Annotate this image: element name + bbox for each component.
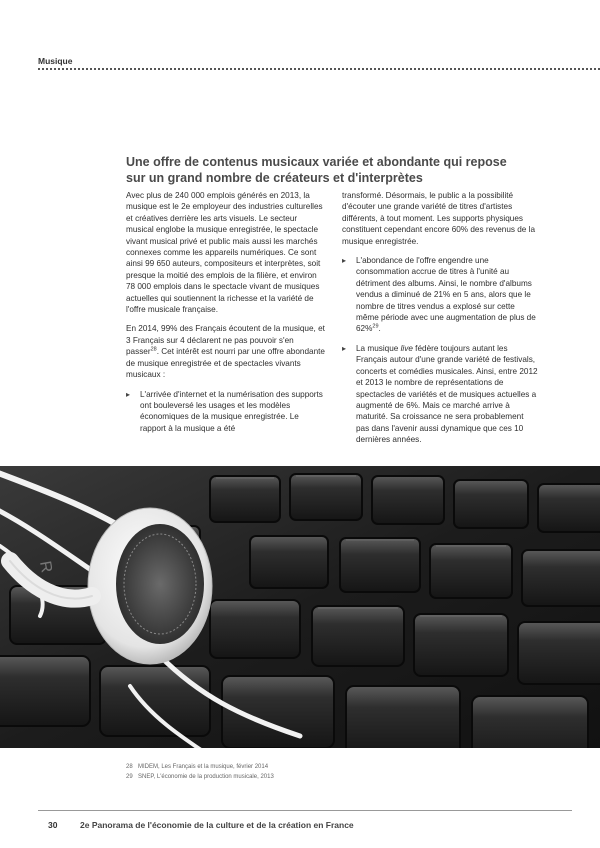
footnote-text: MIDEM, Les Français et la musique, février 2014 <box>138 764 269 770</box>
footnote-29 <box>126 772 274 782</box>
footnote-number: 28 <box>126 764 133 770</box>
paragraph-listening-text-end: . Cet intérêt est nourri par une offre abondante de musique enregistrée et de spectacles vivants musicaux : <box>126 347 325 380</box>
footnote-text: SNEP, L'économie de la production musicale, 2013 <box>138 774 274 780</box>
footnote-number: 29 <box>126 774 133 780</box>
bullet-abundance <box>342 255 538 335</box>
earbud-letter: R <box>36 559 55 575</box>
right-column <box>342 190 538 454</box>
footer-rule <box>38 810 572 811</box>
paragraph-employment: Avec plus de 240 000 emplois générés en 2013, la musique est le 2e employeur des industries culturelles et créatives derrière les arts visuels. Le secteur musical englobe la musique enregistrée, le spectacle vivant musical privé et public mais aussi les marchés connexes comme les appareils numériques. Ce sont ainsi 99 650 auteurs, compositeurs et interprètes, soit presque la moitié des emplois de la filière, et environ 78 000 emplois dans le spectacle vivant de musiques actuelles qui soutiennent la richesse et la variété de l'offre musicale française. <box>126 191 323 315</box>
paragraph-listening <box>126 323 326 380</box>
paragraph-continued: transformé. Désormais, le public a la possibilité d'écouter une grande variété de titres d'artistes différents, à tout moment. Les supports physiques constituent cependant encore 60% des revenus de la musique enregistrée. <box>342 191 535 246</box>
footnote-28 <box>126 762 274 772</box>
page-number: 30 <box>48 820 58 830</box>
publication-title: 2e Panorama de l'économie de la culture et de la création en France <box>80 820 354 830</box>
bullet-live-text: fédère toujours autant les Français autour d'une grande variété de festivals, concerts et comédies musicales. Ainsi, entre 2012 et 2013 le nombre de représentations de spectacles de variétés et de musiques actuelles a augmenté de 6%. Mais ce marché arrive à maturité. Sa croissance ne sera probablement pas dans l'avenir aussi dynamique que ces 10 dernières années. <box>356 343 538 445</box>
photo-earbuds-keyboard <box>0 466 600 748</box>
article-title: Une offre de contenus musicaux variée et abondante qui repose sur un grand nombre de créateurs et d'interprètes <box>126 155 507 185</box>
footnotes <box>126 762 274 782</box>
bullet-internet: ▸ L'arrivée d'internet et la numérisation des supports ont bouleversé les usages et les modèles économiques de la musique enregistrée. Le rapport à la musique a été <box>126 389 326 435</box>
footnote-ref-29: 29 <box>372 323 379 330</box>
paragraph-listening-text: En 2014, 99% des Français écoutent de la musique, et 3 Français sur 4 déclarent ne pas pouvoir s'en passer <box>126 324 325 357</box>
bullet-abundance-text: L'abondance de l'offre engendre une consommation accrue de titres à l'unité au détriment des albums. Ainsi, le nombre d'albums vendus a diminué de 21% en 5 ans, alors que le nombre de titres vendus a explosé sur cette même période avec une augmentation de plus de 62% <box>356 256 536 334</box>
section-label: Musique <box>38 56 73 66</box>
bullet-live-text-start: La musique <box>356 343 401 353</box>
bullet-abundance-end: . <box>378 324 381 334</box>
header-dotted-rule <box>38 68 600 70</box>
bullet-live-italic: live <box>400 343 413 353</box>
bullet-live <box>342 343 538 446</box>
left-column <box>126 190 326 442</box>
footnote-ref-28: 28 <box>150 346 157 353</box>
